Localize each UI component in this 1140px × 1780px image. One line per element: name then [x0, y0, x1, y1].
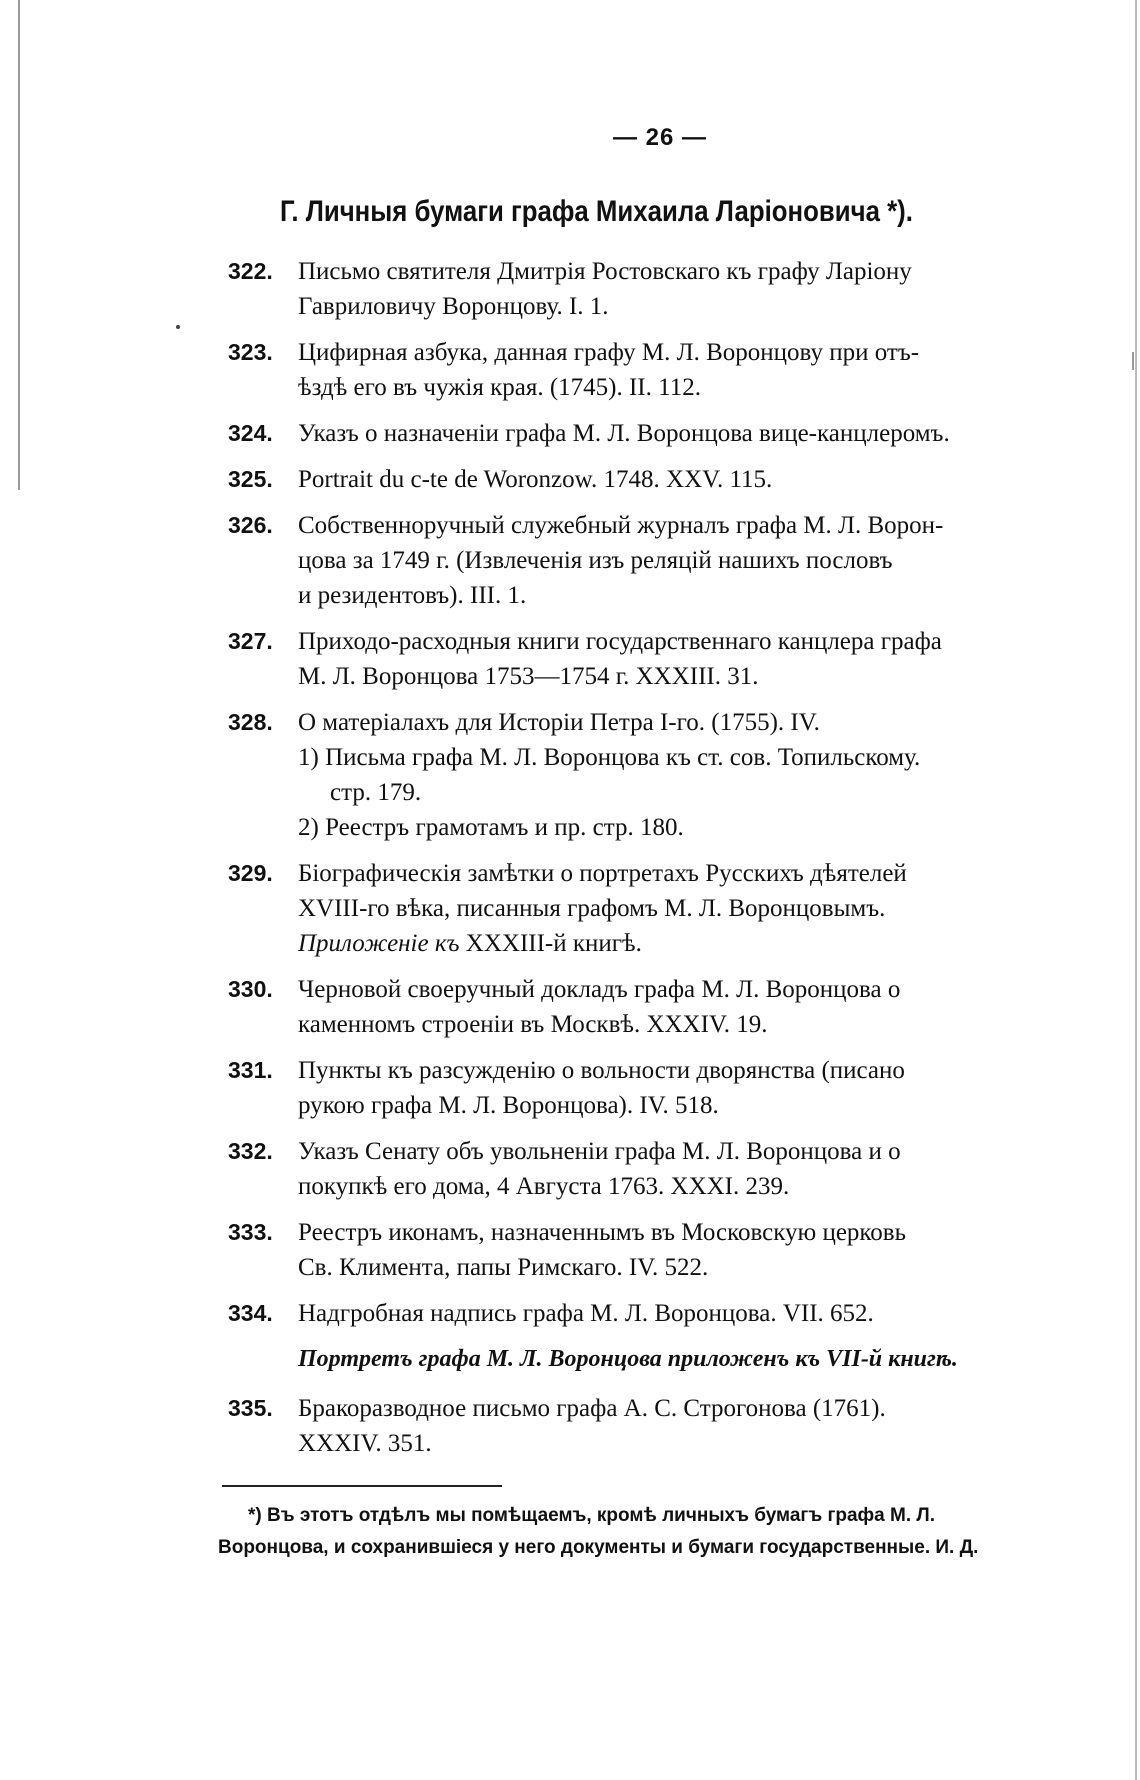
entry-325: [228, 462, 1054, 497]
entry-line: покупкѣ его дома, 4 Августа 1763. XXXI. 239.: [298, 1173, 790, 1200]
appendix-book-ref: XXXIII-й книгѣ.: [459, 930, 642, 957]
entry-330: [228, 972, 1054, 1042]
entry-line: цова за 1749 г. (Извлеченія изъ реляцій нашихъ пословъ: [298, 547, 893, 574]
entry-line: Св. Климента, папы Римскаго. IV. 522.: [298, 1254, 709, 1281]
footnote-line: Воронцова, и сохранившіеся у него документы и бумаги государственные. И. Д.: [218, 1537, 979, 1558]
entry-line: Portrait du c-te de Woronzow. 1748. XXV. 115.: [298, 466, 773, 493]
entry-number: 326.: [228, 512, 273, 538]
entry-subitem: [298, 810, 1054, 845]
entry-327: [228, 624, 1054, 694]
entry-line: Бракоразводное письмо графа А. С. Строгонова (1761).: [298, 1395, 886, 1422]
entry-line: Цифирная азбука, данная графу М. Л. Воронцову при отъ-: [298, 339, 920, 366]
entry-332: [228, 1134, 1054, 1204]
entry-328: [228, 705, 1054, 845]
scan-edge-line-right: [1135, 0, 1137, 1780]
entry-324: [228, 416, 1054, 451]
entry-number: 327.: [228, 628, 273, 654]
entry-335: [228, 1391, 1054, 1461]
entry-line: ѣздѣ его въ чужія края. (1745). II. 112.: [298, 374, 701, 401]
entry-line: рукою графа М. Л. Воронцова). IV. 518.: [298, 1092, 719, 1119]
entry-number: 325.: [228, 466, 273, 492]
entry-line: Гавриловичу Воронцову. I. 1.: [298, 293, 609, 320]
entry-line: XVIII-го вѣка, писанныя графомъ М. Л. Воронцовымъ.: [298, 895, 886, 922]
entry-number: 331.: [228, 1057, 273, 1083]
entry-line: Реестръ иконамъ, назначеннымъ въ Московскую церковь: [298, 1219, 907, 1246]
subitem-text: 2) Реестръ грамотамъ и пр. стр. 180.: [298, 814, 684, 841]
entry-list: [228, 254, 1054, 1472]
entry-line: Пункты къ разсужденію о вольности дворянства (писано: [298, 1057, 905, 1084]
section-title: Г. Личныя бумаги графа Михаила Ларіоновича *).: [280, 195, 913, 228]
footnote: [218, 1500, 1054, 1564]
entry-number: 333.: [228, 1219, 273, 1245]
entry-line: О матеріалахъ для Исторіи Петра I-го. (1755). IV.: [298, 709, 820, 736]
entry-line: [298, 926, 1054, 961]
entry-line: Надгробная надпись графа М. Л. Воронцова. VII. 652.: [298, 1300, 874, 1327]
entry-331: [228, 1053, 1054, 1123]
scan-edge-line: [18, 0, 20, 490]
entry-line: Указъ о назначеніи графа М. Л. Воронцова вице-канцлеромъ.: [298, 420, 950, 447]
entry-line: Собственноручный служебный журналъ графа М. Л. Ворон-: [298, 512, 944, 539]
entry-subitem: [298, 740, 1054, 810]
portrait-note: Портретъ графа М. Л. Воронцова приложенъ къ VII-й книгѣ.: [298, 1346, 958, 1372]
entry-334: [228, 1296, 1054, 1331]
entry-323: [228, 335, 1054, 405]
entry-number: 330.: [228, 976, 273, 1002]
entry-line: и резидентовъ). III. 1.: [298, 582, 527, 609]
entry-number: 332.: [228, 1138, 273, 1164]
entry-line: Указъ Сенату объ увольненіи графа М. Л. Воронцова и о: [298, 1138, 901, 1165]
entry-number: 335.: [228, 1395, 273, 1421]
entry-number: 324.: [228, 420, 273, 446]
entry-line: Черновой своеручный докладъ графа М. Л. Воронцова о: [298, 976, 901, 1003]
scan-speck: [176, 325, 180, 329]
footnote-divider: [222, 1485, 502, 1487]
entry-number: 323.: [228, 339, 273, 365]
entry-number: 334.: [228, 1300, 273, 1326]
entry-line: М. Л. Воронцова 1753—1754 г. XXXIII. 31.: [298, 663, 759, 690]
entry-number: 329.: [228, 860, 273, 886]
italic-appendix-note: Приложеніе къ: [298, 930, 460, 957]
entry-326: [228, 508, 1054, 613]
entry-line: XXXIV. 351.: [298, 1430, 432, 1457]
entry-number: 328.: [228, 709, 273, 735]
entry-333: [228, 1215, 1054, 1285]
entry-line: Біографическія замѣтки о портретахъ Русскихъ дѣятелей: [298, 860, 907, 887]
entry-line: каменномъ строеніи въ Москвѣ. XXXIV. 19.: [298, 1011, 768, 1038]
entry-line: Приходо-расходныя книги государственнаго канцлера графа: [298, 628, 942, 655]
page-number: — 26 —: [612, 124, 708, 151]
entry-line: Письмо святителя Дмитрія Ростовскаго къ графу Ларіону: [298, 258, 912, 285]
subitem-continuation: стр. 179.: [330, 779, 422, 806]
subitem-text: 1) Письма графа М. Л. Воронцова къ ст. сов. Топильскому.: [298, 744, 921, 771]
footnote-line: *) Въ этотъ отдѣлъ мы помѣщаемъ, кромѣ личныхъ бумагъ графа М. Л.: [248, 1505, 936, 1526]
entry-number: 322.: [228, 258, 273, 284]
entry-329: [228, 856, 1054, 961]
scan-mark: [1132, 352, 1134, 370]
entry-322: [228, 254, 1054, 324]
